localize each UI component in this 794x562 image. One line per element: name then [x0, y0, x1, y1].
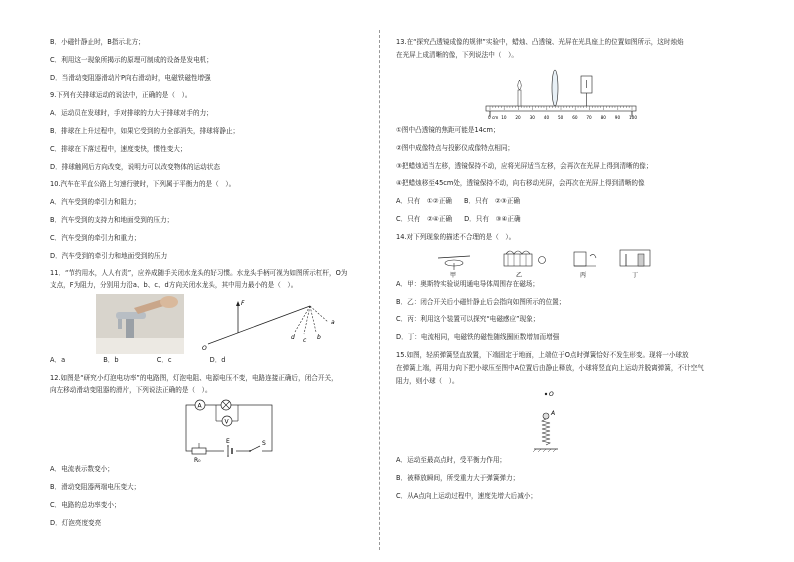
- q11-stem-line2: 支点，F为阻力，分别用力沿a、b、c、d方向关闭水龙头，其中用力最小的是（ ）。: [50, 281, 298, 290]
- q13-statement-3: ③把蜡烛适当左移，透镜保持不动，应将光屏适当左移，会再次在光屏上得到清晰的像；: [396, 161, 653, 170]
- q15-stem-line2: 在弹簧上端，再用力向下把小球压至图中A位置后由静止释放，小球将竖直向上运动并脱离弹簧，不计空气: [396, 363, 704, 372]
- scale-label: 20: [515, 115, 521, 120]
- spring: [542, 419, 550, 445]
- q15-figure: [396, 390, 741, 456]
- q15-option-b: B．被释放瞬间，所受重力大于弹簧弹力；: [396, 473, 520, 482]
- q12-label-a: A: [197, 402, 202, 410]
- q13-option-d: D．只有 ③④正确: [464, 214, 521, 223]
- q15-spring-diagram: [516, 390, 576, 456]
- scale-label: 0 cm: [488, 115, 499, 120]
- q13-statement-1: ①图中凸透镜的焦距可能是14cm；: [396, 126, 500, 134]
- scale-label: 10: [501, 115, 507, 120]
- scale-label: 100: [629, 115, 637, 120]
- q11-stem-line1: 11．“节约用水，人人有责”，应养成随手关闭水龙头的好习惯。水龙头手柄可视为如图所示杠杆，O为: [50, 269, 348, 278]
- q13-statement-2: ②图中成像特点与投影仪成像特点相同；: [396, 143, 515, 152]
- q12-option-a: A．电流表示数变小；: [50, 465, 114, 474]
- scale-label: 60: [572, 115, 578, 120]
- q10-stem: 10.汽车在平直公路上匀速行驶时，下列属于平衡力的是（ ）。: [50, 180, 236, 189]
- q12-option-d: D．灯泡亮度变亮: [50, 518, 102, 527]
- q11-option-d: D．d: [209, 356, 226, 365]
- ball: [543, 413, 549, 419]
- q14-diagrams: [434, 246, 664, 280]
- q11-figure: [50, 294, 365, 356]
- scale-label: 90: [614, 115, 621, 120]
- q15-option-c: C．从A点向上运动过程中，速度先增大后减小；: [396, 491, 537, 500]
- scale-label: 40: [543, 115, 550, 120]
- q12-circuit-diagram: [178, 399, 282, 463]
- q11-label-o: O: [202, 345, 207, 353]
- q15-label-o: O: [549, 390, 554, 398]
- q15-option-a: A．运动至最高点时，受平衡力作用；: [396, 455, 507, 464]
- q11-lever-diagram: [200, 294, 340, 354]
- q13-stem-line2: 在光屏上成清晰的像，下列说法中（ ）。: [396, 51, 518, 59]
- scale-label: 70: [586, 115, 592, 120]
- q9-option-b: B．排球在上升过程中，如果它受到的力全部消失，排球将静止；: [50, 126, 240, 135]
- q12-option-b: B．滑动变阻器两端电压变大；: [50, 482, 141, 491]
- q13-options-row2: [396, 215, 741, 224]
- q13-option-a: A．只有 ①②正确: [396, 197, 452, 206]
- q11-label-f: F: [241, 300, 245, 308]
- q11-option-a: A．a: [50, 356, 66, 365]
- scale-label: 50: [558, 115, 564, 120]
- q8-option-b: B．小磁针静止时，B指示北方；: [50, 38, 145, 46]
- q9-option-d: D．排球触网后方向改变，说明力可以改变物体的运动状态: [50, 162, 220, 171]
- q14-option-a: A．甲：奥斯特实验说明通电导体周围存在磁场；: [396, 279, 539, 288]
- faucet-photo: [96, 294, 184, 354]
- q11-options: [50, 356, 365, 365]
- q11-label-b: b: [317, 334, 321, 342]
- q10-option-a: A．汽车受到的牵引力和阻力；: [50, 198, 141, 207]
- q8-option-c: C．利用这一现象所揭示的原理可制成的设备是发电机；: [50, 55, 213, 64]
- q13-option-b: B．只有 ②③正确: [464, 197, 520, 206]
- left-column: [50, 38, 365, 536]
- q10-option-d: D．汽车受到的牵引力和地面受到的压力: [50, 251, 168, 260]
- q13-optical-bench: [482, 64, 642, 124]
- q14-label-ding: 丁: [632, 271, 639, 279]
- q12-label-r: R₀: [194, 457, 201, 464]
- q10-option-b: B．汽车受到的支持力和地面受到的压力；: [50, 215, 174, 224]
- q13-scale-labels: [488, 115, 637, 120]
- q11-option-c: C．c: [156, 356, 172, 365]
- candle-flame: [518, 80, 522, 90]
- q12-figure: [50, 399, 365, 465]
- scale-label: 80: [600, 115, 606, 120]
- q13-stem-line1: 13.在“探究凸透镜成像的规律”实验中，蜡烛、凸透镜、光屏在光具座上的位置如图所示，这时烛焰: [396, 38, 684, 46]
- q9-stem: 9.下列有关排球运动的说法中，正确的是（ ）。: [50, 91, 192, 100]
- q11-label-a: a: [331, 319, 335, 327]
- q14-option-d: D．丁：电流相同，电磁铁的磁性随线圈匝数增加而增强: [396, 333, 560, 342]
- q13-options-row1: [396, 197, 741, 206]
- q11-label-d: d: [291, 334, 295, 342]
- q14-label-jia: 甲: [450, 271, 457, 279]
- scale-label: 30: [529, 115, 535, 120]
- q9-option-c: C．排球在下落过程中，速度变快，惯性变大；: [50, 144, 187, 153]
- column-divider: [379, 30, 380, 550]
- q12-label-s: S: [262, 440, 266, 448]
- q14-option-b: B．乙：闭合开关后小磁针静止后会指向如图所示的位置；: [396, 297, 566, 306]
- q11-option-b: B．b: [103, 356, 119, 365]
- right-column: [396, 38, 741, 509]
- q14-option-c: C．丙：利用这个装置可以探究“电磁感应”现象；: [396, 315, 540, 324]
- convex-lens: [552, 70, 558, 106]
- q12-stem-line2: 向左移动滑动变阻器的滑片，下列说法正确的是（ ）。: [50, 386, 212, 395]
- q12-label-e: E: [226, 438, 230, 446]
- q12-option-c: C．电路的总功率变小；: [50, 500, 121, 509]
- q14-stem: 14.对下列现象的描述不合理的是（ ）。: [396, 232, 516, 241]
- q8-option-d: D．当滑动变阻器滑动片P向右滑动时，电磁铁磁性增强: [50, 73, 211, 82]
- q15-stem-line3: 阻力，则小球（ ）。: [396, 376, 459, 385]
- q12-label-v: V: [224, 418, 229, 426]
- q14-label-bing: 丙: [580, 271, 587, 279]
- q14-figure: [396, 246, 741, 280]
- q14-label-yi: 乙: [516, 271, 523, 279]
- q10-option-c: C．汽车受到的牵引力和重力；: [50, 233, 141, 242]
- candle: [518, 90, 521, 106]
- q13-figure: [396, 64, 741, 126]
- q13-option-c: C．只有 ②④正确: [396, 214, 452, 223]
- q9-option-a: A．运动员在发球时，手对排球的力大于排球对手的力；: [50, 109, 213, 118]
- q15-stem-line1: 15.如图，轻质弹簧竖直放置，下端固定于地面，上端位于O点时弹簧恰好不发生形变。现将一小球放: [396, 350, 689, 359]
- q15-label-a: A: [551, 409, 556, 417]
- q13-statement-4: ④把蜡烛移至45cm处，透镜保持不动，向右移动光屏，会再次在光屏上得到清晰的像: [396, 179, 645, 188]
- q11-label-c: c: [303, 337, 307, 345]
- q12-stem-line1: 12.如图是“研究小灯泡电功率”的电路图，灯泡电阻、电源电压不变，电路连接正确后，闭合开关，: [50, 374, 338, 383]
